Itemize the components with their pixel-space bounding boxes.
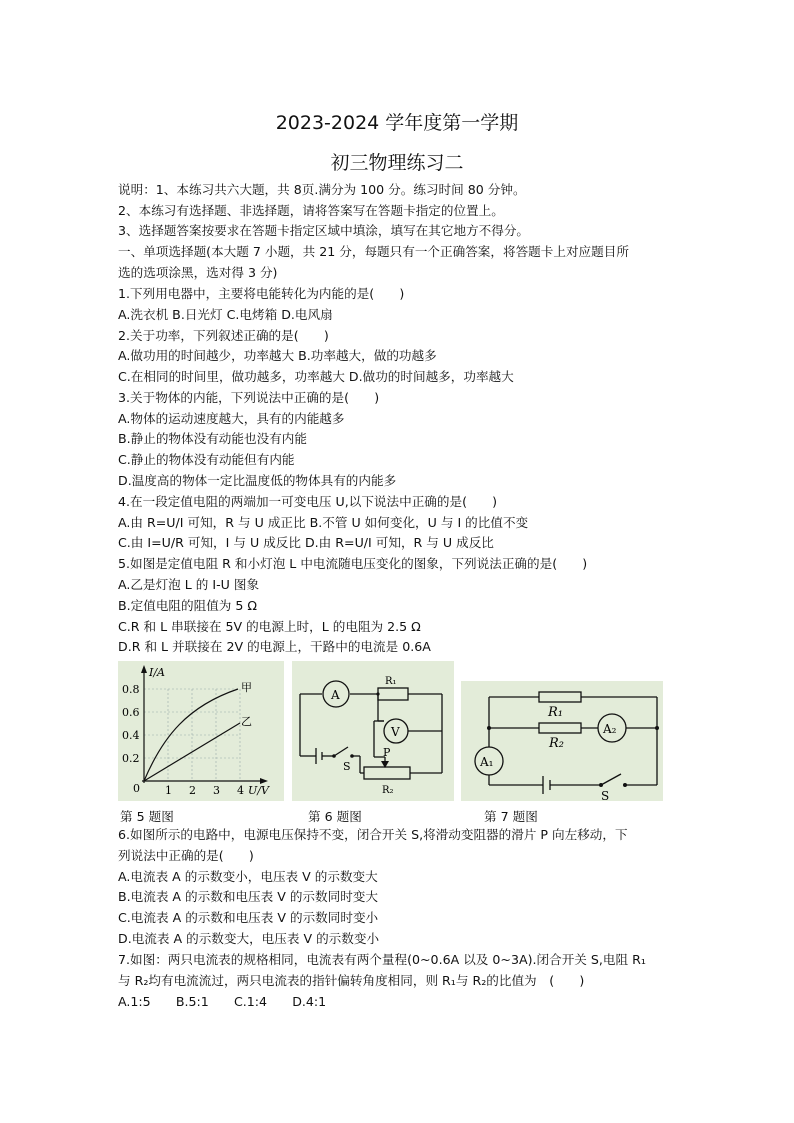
- curve-jia-label: 甲: [241, 681, 252, 694]
- text-line: A.1:5 B.5:1 C.1:4 D.4:1: [118, 994, 327, 1009]
- figure-5-iu-graph: [118, 661, 284, 801]
- caption-figure-6: 第 6 题图: [308, 809, 362, 824]
- slider-label: P: [383, 746, 391, 759]
- text-line: 7.如图：两只电流表的规格相同，电流表有两个量程(0~0.6A 以及 0~3A).闭合开关 S,电阻 R₁: [118, 952, 646, 967]
- caption-figure-5: 第 5 题图: [120, 809, 174, 824]
- text-line: B.定值电阻的阻值为 5 Ω: [118, 598, 258, 613]
- text-line: C.在相同的时间里，做功越多，功率越大 D.做功的时间越多，功率越大: [118, 369, 514, 384]
- title-semester: 2023-2024 学年度第一学期: [275, 112, 519, 134]
- x-axis-label: U/V: [248, 784, 269, 797]
- text-line: A.电流表 A 的示数变小，电压表 V 的示数变大: [118, 869, 378, 884]
- text-line: 一、单项选择题(本大题 7 小题，共 21 分，每题只有一个正确答案，将答题卡上对应题目所: [118, 244, 629, 259]
- text-line: A.由 R=U/I 可知，R 与 U 成正比 B.不管 U 如何变化，U 与 I 的比值不变: [118, 515, 529, 530]
- figure-6-svg: [292, 661, 454, 801]
- x-tick-label: 1: [165, 784, 172, 797]
- text-line: 5.如图是定值电阻 R 和小灯泡 L 中电流随电压变化的图象，下列说法正确的是( ): [118, 556, 588, 571]
- y-tick-label: 0.8: [122, 683, 140, 696]
- text-line: 6.如图所示的电路中，电源电压保持不变，闭合开关 S,将滑动变阻器的滑片 P 向左移动，下: [118, 827, 628, 842]
- text-line: B.静止的物体没有动能也没有内能: [118, 431, 307, 446]
- text-line: 3、选择题答案按要求在答题卡指定区域中填涂，填写在其它地方不得分。: [118, 223, 530, 238]
- text-line: D.R 和 L 并联接在 2V 的电源上，干路中的电流是 0.6A: [118, 639, 431, 654]
- text-line: A.洗衣机 B.日光灯 C.电烤箱 D.电风扇: [118, 307, 333, 322]
- y-tick-label: 0.4: [122, 729, 140, 742]
- text-line: A.乙是灯泡 L 的 I-U 图象: [118, 577, 260, 592]
- ammeter-label: A: [331, 688, 340, 702]
- text-line: C.R 和 L 串联接在 5V 的电源上时，L 的电阻为 2.5 Ω: [118, 619, 421, 634]
- x-tick-label: 2: [189, 784, 196, 797]
- r2-label: R₂: [382, 785, 394, 796]
- r1-label: R₁: [548, 705, 563, 720]
- text-line: C.静止的物体没有动能但有内能: [118, 452, 295, 467]
- y-tick-label: 0.2: [122, 752, 140, 765]
- text-line: D.温度高的物体一定比温度低的物体具有的内能多: [118, 473, 397, 488]
- text-line: A.做功用的时间越少，功率越大 B.功率越大，做的功越多: [118, 348, 437, 363]
- text-line: 与 R₂均有电流流过，两只电流表的指针偏转角度相同，则 R₁与 R₂的比值为 ( ): [118, 973, 585, 988]
- a1-label: A₁: [480, 755, 494, 769]
- text-line: A.物体的运动速度越大，具有的内能越多: [118, 411, 345, 426]
- caption-figure-7: 第 7 题图: [484, 809, 538, 824]
- curve-yi-label: 乙: [241, 715, 252, 728]
- voltmeter-label: V: [391, 725, 400, 739]
- r2-label: R₂: [549, 736, 564, 751]
- title-exercise: 初三物理练习二: [330, 152, 464, 174]
- text-line: 3.关于物体的内能，下列说法中正确的是( ): [118, 390, 380, 405]
- figure-5-svg: [118, 661, 284, 801]
- text-line: B.电流表 A 的示数和电压表 V 的示数同时变大: [118, 889, 378, 904]
- text-line: 列说法中正确的是( ): [118, 848, 254, 863]
- r1-label: R₁: [385, 676, 397, 687]
- text-line: 选的选项涂黑，选对得 3 分): [118, 265, 278, 280]
- text-line: 1.下列用电器中，主要将电能转化为内能的是( ): [118, 286, 405, 301]
- text-line: D.电流表 A 的示数变大，电压表 V 的示数变小: [118, 931, 380, 946]
- switch-label: S: [601, 789, 610, 801]
- text-line: 2.关于功率，下列叙述正确的是( ): [118, 328, 329, 343]
- x-tick-label: 4: [237, 784, 244, 797]
- x-tick-label: 3: [213, 784, 220, 797]
- text-line: 说明：1、本练习共六大题，共 8页.满分为 100 分。练习时间 80 分钟。: [118, 182, 526, 197]
- figure-7-circuit: [461, 681, 663, 801]
- y-tick-label: 0.6: [122, 706, 140, 719]
- y-axis-label: I/A: [149, 666, 165, 679]
- text-line: 4.在一段定值电阻的两端加一可变电压 U,以下说法中正确的是( ): [118, 494, 498, 509]
- text-line: 2、本练习有选择题、非选择题，请将答案写在答题卡指定的位置上。: [118, 203, 504, 218]
- origin-label: 0: [133, 782, 140, 795]
- figure-7-svg: [461, 681, 663, 801]
- figure-6-circuit: [292, 661, 454, 801]
- text-line: C.电流表 A 的示数和电压表 V 的示数同时变小: [118, 910, 379, 925]
- a2-label: A₂: [603, 722, 617, 736]
- switch-label: S: [343, 760, 351, 773]
- text-line: C.由 I=U/R 可知，I 与 U 成反比 D.由 R=U/I 可知，R 与 U 成反比: [118, 535, 494, 550]
